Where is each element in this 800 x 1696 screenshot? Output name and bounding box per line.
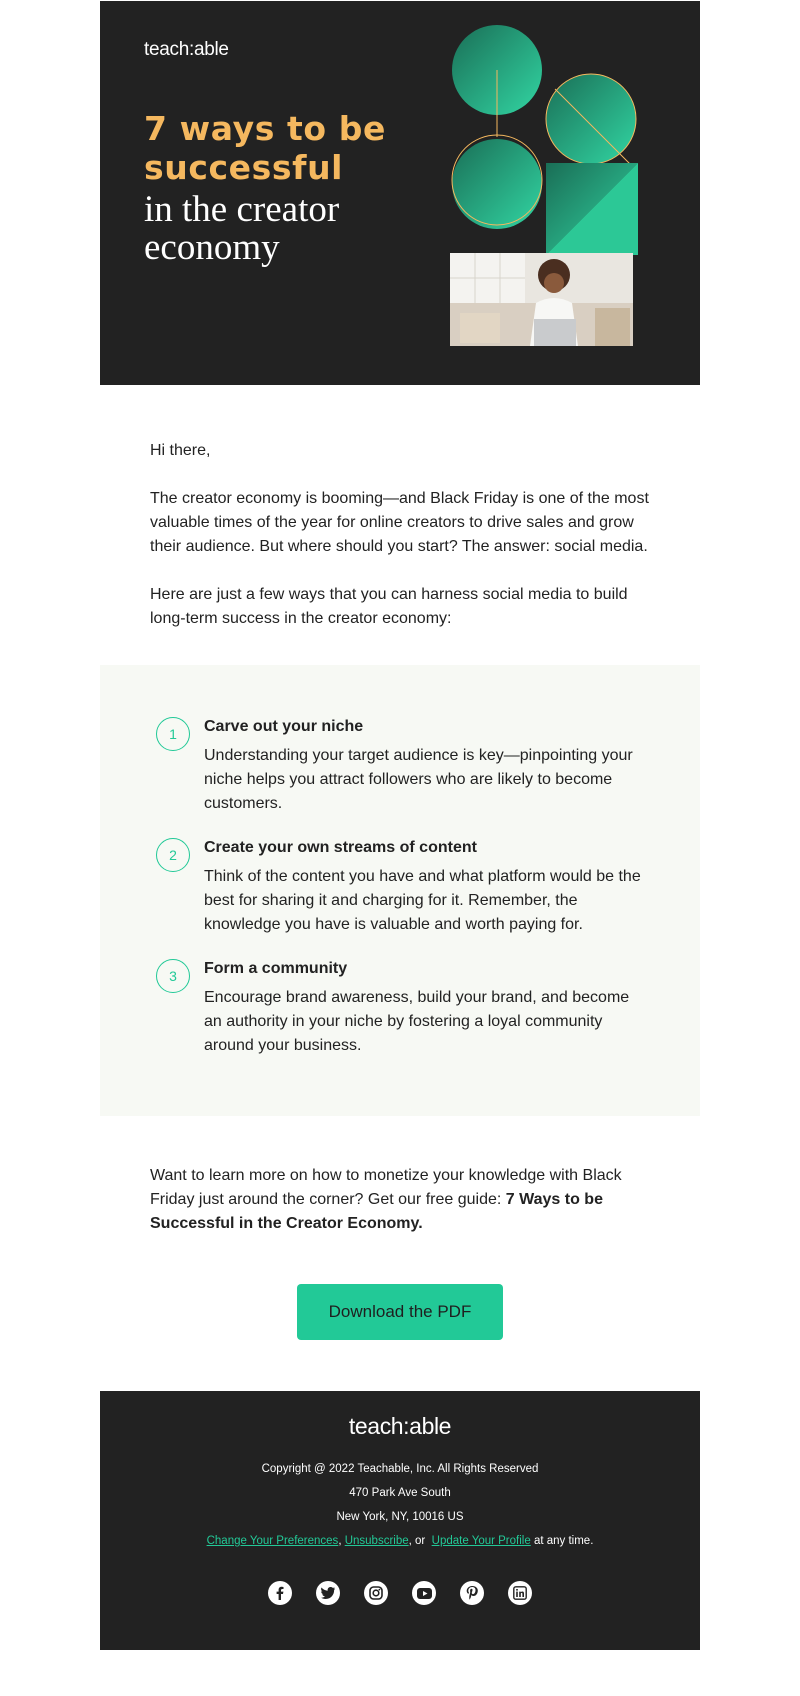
unsubscribe-link[interactable]: Unsubscribe [344,1535,409,1547]
tip-number-badge: 1 [156,717,190,751]
download-pdf-button[interactable]: Download the PDF [297,1284,503,1340]
cta-guide-title: 7 Ways to be Successful in the Creator Economy. [150,1191,603,1232]
teachable-logo[interactable]: teach:able [144,39,229,60]
separator: , [338,1535,345,1547]
social-links [100,1581,700,1605]
tip-item [156,838,650,937]
geometric-art [450,23,640,255]
tip-title: Form a community [204,960,348,977]
tip-item [156,717,650,816]
change-preferences-link[interactable]: Change Your Preferences [206,1535,339,1547]
tip-item [156,959,650,1058]
hero-headline-accent: 7 ways to be successful [144,109,386,187]
footer-address-line-2: New York, NY, 10016 US [336,1511,464,1523]
instagram-icon[interactable] [364,1581,388,1605]
footer-address-line-1: 470 Park Ave South [349,1487,451,1499]
woman-working-on-laptop-photo [450,253,633,346]
linkedin-icon[interactable] [508,1581,532,1605]
tip-title: Carve out your niche [204,718,364,735]
intro-paragraph-2: Here are just a few ways that you can harness social media to build long-term success in the creator economy: [150,586,628,627]
greeting: Hi there, [150,442,211,459]
facebook-icon[interactable] [268,1581,292,1605]
footer-links [100,1529,700,1553]
footer [100,1391,700,1650]
tip-text: Understanding your target audience is key—pinpointing your niche helps you attract followers who are likely to become customers. [204,747,633,812]
hero-banner [100,1,700,385]
youtube-icon[interactable] [412,1581,436,1605]
hero-headline-serif: in the creator economy [144,189,340,268]
tip-title: Create your own streams of content [204,839,477,856]
pinterest-icon[interactable] [460,1581,484,1605]
intro-section [100,385,700,631]
tip-number-badge: 2 [156,838,190,872]
footer-links-suffix: at any time. [530,1535,594,1547]
separator: , or [408,1535,432,1547]
cta-text: Want to learn more on how to monetize your knowledge with Black Friday just around the corner? Get our free guide: [150,1167,622,1208]
footer-teachable-logo[interactable]: teach:able [348,1413,452,1439]
tip-text: Think of the content you have and what platform would be the best for sharing it and charging for it. Remember, the knowledge you have is valuable and worth paying for. [204,868,641,933]
tips-section [100,665,700,1116]
email-container [100,1,700,1650]
cta-paragraph [100,1116,700,1236]
intro-paragraph-1: The creator economy is booming—and Black Friday is one of the most valuable times of the year for online creators to drive sales and grow their audience. But where should you start? The answer: social media. [150,490,649,555]
twitter-icon[interactable] [316,1581,340,1605]
tip-text: Encourage brand awareness, build your brand, and become an authority in your niche by fostering a loyal community around your business. [204,989,630,1054]
update-profile-link[interactable]: Update Your Profile [431,1535,531,1547]
tip-number-badge: 3 [156,959,190,993]
footer-copyright: Copyright @ 2022 Teachable, Inc. All Rights Reserved [261,1463,539,1475]
